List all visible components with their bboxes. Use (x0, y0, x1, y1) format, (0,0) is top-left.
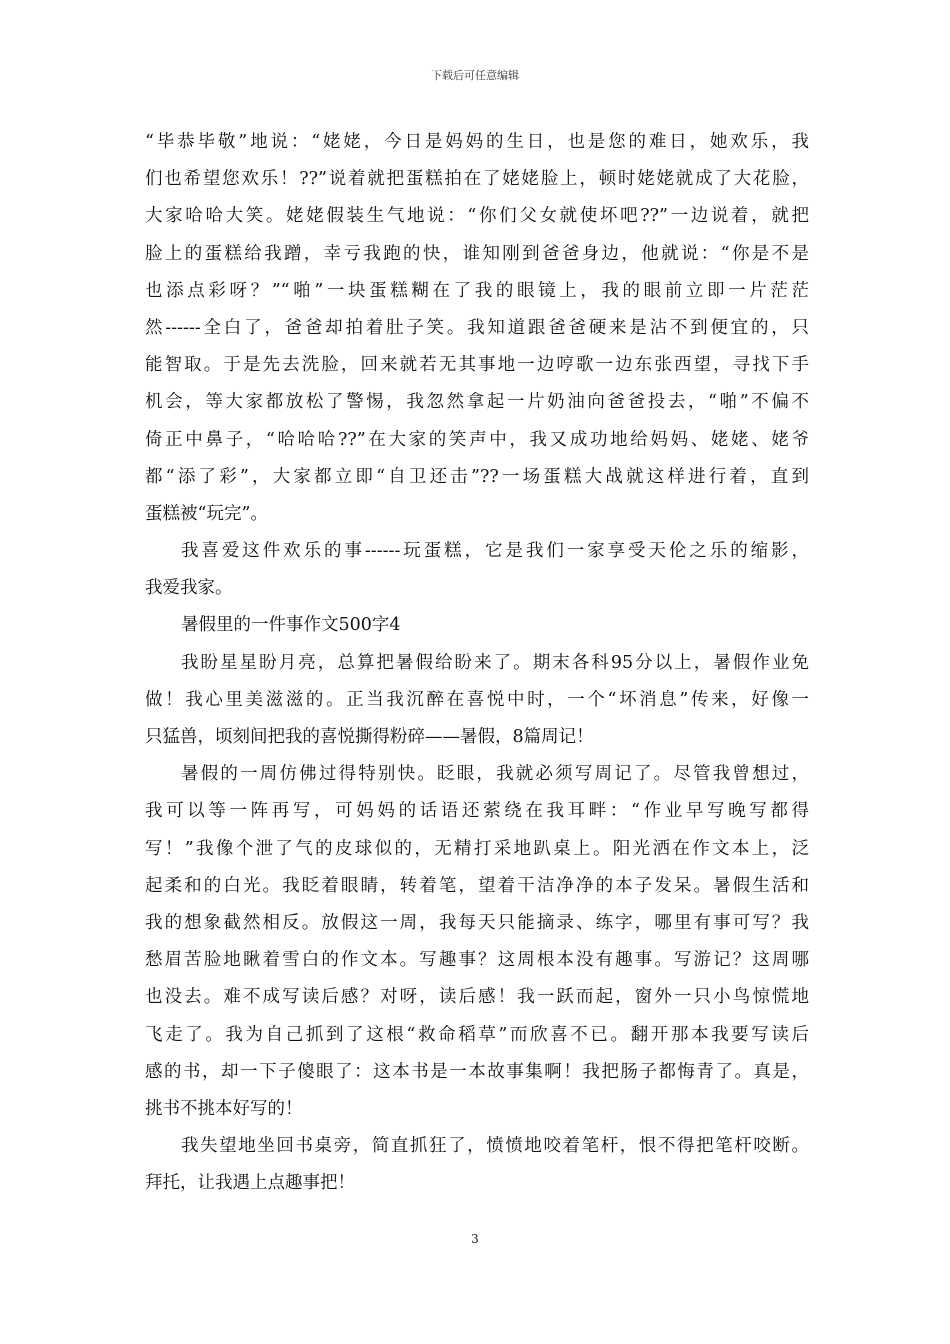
text-line: 我可以等一阵再写，可妈妈的话语还萦绕在我耳畔：“作业早写晚写都得 (145, 801, 809, 822)
text-line: 我的想象截然相反。放假这一周，我每天只能摘录、练字，哪里有事可写？我 (145, 912, 809, 933)
text-line: 蛋糕被“玩完”。 (145, 503, 268, 524)
paragraph (145, 533, 809, 607)
text-line: 倚正中鼻子，“哈哈哈??”在大家的笑声中，我又成功地给妈妈、姥姥、姥爷 (145, 429, 809, 450)
text-line: 只猛兽，顷刻间把我的喜悦撕得粉碎——暑假，8篇周记！ (145, 727, 594, 747)
text-line: 都“添了彩”，大家都立即“自卫还击”??一场蛋糕大战就这样进行着，直到 (145, 466, 809, 487)
paragraph (145, 756, 809, 1128)
text-line: 也没去。难不成写读后感？对呀，读后感！我一跃而起，窗外一只小鸟惊慌地 (145, 987, 809, 1008)
text-line: 写！”我像个泄了气的皮球似的，无精打采地趴桌上。阳光洒在作文本上，泛 (145, 838, 809, 859)
section-heading (145, 607, 809, 644)
text-line: 我喜爱这件欢乐的事------玩蛋糕，它是我们一家享受天伦之乐的缩影， (181, 541, 809, 562)
text-line: 能智取。于是先去洗脸，回来就若无其事地一边哼歌一边东张西望，寻找下手 (145, 355, 809, 376)
text-line: 脸上的蛋糕给我蹭，幸亏我跑的快，谁知刚到爸爸身边，他就说：“你是不是 (145, 243, 809, 264)
text-line: 我失望地坐回书桌旁，简直抓狂了，愤愤地咬着笔杆，恨不得把笔杆咬断。 (181, 1136, 809, 1157)
text-line: 我爱我家。 (145, 578, 233, 599)
paragraph (145, 124, 809, 533)
paragraph (145, 1128, 809, 1202)
paragraph (145, 645, 809, 757)
text-line: 挑书不挑本好写的！ (145, 1098, 303, 1119)
text-line: 们也希望您欢乐！??”说着就把蛋糕拍在了姥姥脸上，顿时姥姥就成了大花脸， (145, 169, 809, 190)
page-number: 3 (471, 1232, 479, 1246)
text-line: “毕恭毕敬”地说：“姥姥，今日是妈妈的生日，也是您的难日，她欢乐，我 (145, 132, 809, 152)
text-line: 拜托，让我遇上点趣事把！ (145, 1173, 355, 1194)
heading-text: 暑假里的一件事作文500字4 (181, 615, 401, 636)
document-body (145, 124, 809, 1202)
text-line: 我盼星星盼月亮，总算把暑假给盼来了。期末各科95分以上，暑假作业免 (181, 652, 809, 673)
text-line: 飞走了。我为自己抓到了这根“救命稻草”而欣喜不已。翻开那本我要写读后 (145, 1024, 809, 1045)
text-line: 机会，等大家都放松了警惕，我忽然拿起一片奶油向爸爸投去，“啪”不偏不 (145, 392, 809, 413)
text-line: 愁眉苦脸地瞅着雪白的作文本。写趣事？这周根本没有趣事。写游记？这周哪 (145, 950, 809, 971)
text-line: 感的书，却一下子傻眼了：这本书是一本故事集啊！我把肠子都悔青了。真是， (145, 1061, 809, 1082)
text-line: 暑假的一周仿佛过得特别快。眨眼，我就必须写周记了。尽管我曾想过， (181, 764, 809, 785)
text-line: 也添点彩呀？”“啪”一块蛋糕糊在了我的眼镜上，我的眼前立即一片茫茫 (145, 280, 809, 301)
text-line: 大家哈哈大笑。姥姥假装生气地说：“你们父女就使坏吧??”一边说着，就把 (145, 206, 809, 227)
text-line: 起柔和的白光。我眨着眼睛，转着笔，望着干洁净净的本子发呆。暑假生活和 (145, 875, 809, 896)
page-header: 下载后可任意编辑 (431, 69, 519, 82)
text-line: 做！我心里美滋滋的。正当我沉醉在喜悦中时，一个“坏消息”传来，好像一 (145, 689, 809, 710)
text-line: 然------全白了，爸爸却拍着肚子笑。我知道跟爸爸硬来是沾不到便宜的，只 (145, 317, 809, 338)
